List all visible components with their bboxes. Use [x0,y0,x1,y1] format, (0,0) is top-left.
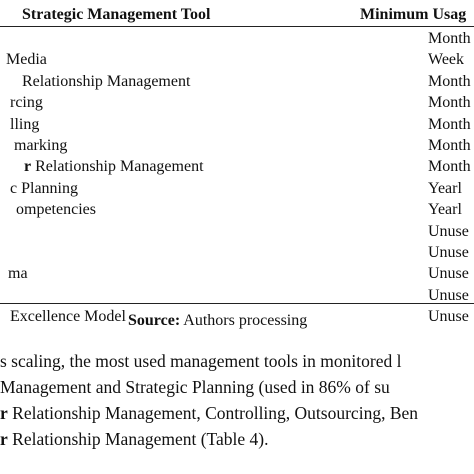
table-row [0,136,474,157]
table-row [0,72,474,93]
usage-cell: Month [428,72,471,90]
table-row [0,222,474,243]
source-text: Authors processing [180,312,308,329]
usage-cell: Yearl [428,201,462,219]
table-bottom-rule [0,303,474,304]
usage-cell: Unuse [428,222,469,240]
tool-name-text: lling [10,115,40,133]
paragraph-bold-fragment: r [0,403,8,423]
table-row [0,200,474,221]
tools-table [0,29,474,328]
tool-name-cell [22,73,190,91]
usage-cell: Unuse [428,286,469,304]
tool-name-text: ompetencies [16,201,96,219]
tool-name-cell [16,201,96,219]
tool-name-cell [10,180,78,198]
tool-name-text: marking [14,136,68,154]
tool-name-text: Relationship Management [22,72,191,90]
tool-name-cell [8,265,28,283]
paragraph-line [0,374,474,400]
usage-cell: Month [428,115,471,133]
table-row [0,115,474,136]
table-row [0,264,474,285]
tool-name-cell [10,94,43,112]
paragraph-text: Relationship Management (Table 4). [7,429,269,449]
table-source-note [128,312,307,330]
table-row [0,93,474,114]
paragraph-text: Management and Strategic Planning (used in 86% of su [0,377,390,397]
usage-cell: Unuse [428,265,469,283]
header-minimum-usage: Minimum Usag [360,6,467,23]
usage-cell: Month [428,158,471,176]
tool-name-fragment: r [24,158,32,176]
body-paragraph [0,348,474,452]
usage-cell: Month [428,30,471,47]
tool-name-text: ma [8,265,28,283]
table-row [0,179,474,200]
tool-name-text: rcing [10,94,43,112]
paragraph-line [0,348,474,374]
table-top-rule [0,26,474,27]
usage-cell: Yearl [428,179,462,197]
table-row [0,29,474,50]
tool-name-cell [24,158,204,176]
tool-name-cell [6,51,47,69]
usage-cell: Unuse [428,243,469,261]
paragraph-text: s scaling, the most used management tools in monitored l [0,351,402,371]
usage-cell: Month [428,94,471,112]
header-strategic-management-tool: Strategic Management Tool [22,6,211,23]
tool-name-text: c Planning [10,179,78,197]
usage-cell: Unuse [428,308,469,326]
tool-name-cell [10,308,126,326]
table-row [0,243,474,264]
tool-name-cell [14,137,67,155]
paragraph-bold-fragment: r [0,429,8,449]
source-label: Source: [128,312,181,329]
tool-name-text: Relationship Management [31,158,204,176]
table-row [0,157,474,178]
tool-name-text: Media [6,51,47,69]
tool-name-cell [10,116,39,134]
usage-cell: Month [428,136,471,154]
usage-cell: Week [428,51,465,69]
table-row [0,50,474,71]
tool-name-text: Excellence Model [10,308,126,326]
paragraph-line [0,400,474,426]
paragraph-text: Relationship Management, Controlling, Outsourcing, Ben [7,403,419,423]
paragraph-line [0,426,474,452]
